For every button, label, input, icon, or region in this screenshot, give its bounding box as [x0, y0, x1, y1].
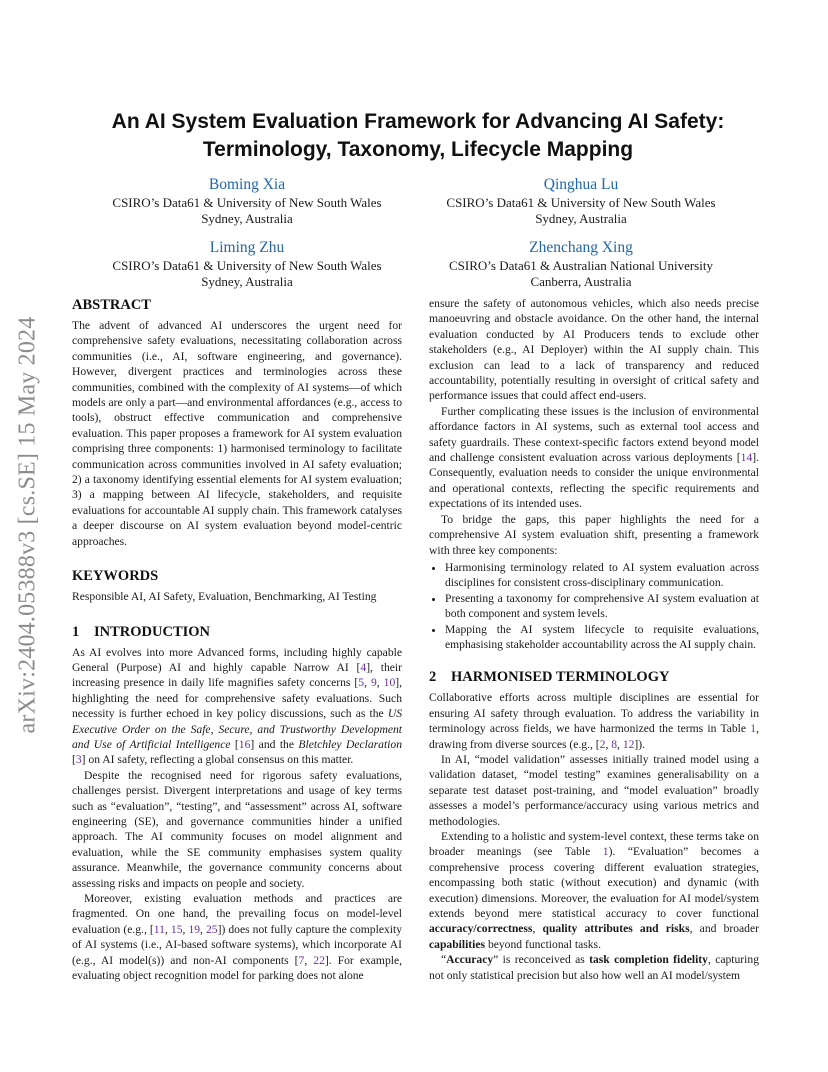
table-link[interactable]: 1 [602, 845, 609, 859]
paper-title [72, 108, 764, 164]
author-location: Sydney, Australia [535, 211, 627, 226]
author-name[interactable]: Boming Xia [208, 176, 286, 193]
arxiv-side-stamp: arXiv:2404.05388v3 [cs.SE] 15 May 2024 [14, 316, 41, 734]
right-column [429, 296, 759, 983]
abstract-heading: ABSTRACT [72, 297, 151, 313]
citation-link[interactable]: 11 [153, 922, 165, 936]
title-line-2: Terminology, Taxonomy, Lifecycle Mapping [202, 138, 634, 161]
title-line-1: An AI System Evaluation Framework for Advancing AI Safety: [111, 110, 725, 133]
author-affiliation: CSIRO’s Data61 & University of New South Wales [112, 258, 382, 273]
citation-link[interactable]: 2 [599, 737, 606, 751]
contribution-list [429, 560, 759, 652]
intro-paragraph-1: As AI evolves into more Advanced forms, including highly capable General (Purpose) AI and highly capable Narrow AI [4], their increasing presence in daily life magnifies safety concerns [5, 9, 10], highlighting the need for comprehensive safety evaluations. Such necessity is further echoed in key policy discussions, such as the US Executive Order on the Safe, Secure, and Trustworthy Development and Use of Artificial Intelligence [16] and the Bletchley Declaration [3] on AI safety, reflecting a global consensus on this matter. [72, 645, 403, 767]
citation-link[interactable]: 22 [313, 953, 325, 967]
author-affiliation: CSIRO’s Data61 & Australian National University [449, 258, 713, 273]
table-link[interactable]: 1 [750, 722, 757, 736]
terminology-paragraph-2: In AI, “model validation” assesses initially trained model using a validation dataset, “model testing” examines generalisability on a separate test dataset post-training, and “model evaluation” broadly assesses a model’s performance/accuracy using various metrics and methodologies. [429, 752, 759, 828]
section-2-heading [429, 668, 759, 686]
author-location: Canberra, Australia [530, 274, 632, 289]
terminology-paragraph-3: Extending to a holistic and system-level context, these terms take on broader meanings (see Table 1). “Evaluation” becomes a comprehensive process covering different evaluation strategies, encompassing both static (without execution) and dynamic (with execution) dimensions. Moreover, the evaluation for AI model/system extends beyond mere statistical accuracy to cover functional accuracy/correctness, quality attributes and risks, and broader capabilities beyond functional tasks. [429, 830, 759, 951]
author-affiliation: CSIRO’s Data61 & University of New South Wales [446, 195, 716, 210]
citation-link[interactable]: 16 [238, 737, 251, 751]
list-item: • Presenting a taxonomy for comprehensive AI system evaluation at both component and system levels. [445, 591, 759, 622]
author-block-2 [421, 175, 741, 227]
citation-link[interactable]: 7 [298, 953, 305, 967]
citation-link[interactable]: 4 [360, 660, 367, 674]
section-title: INTRODUCTION [94, 623, 211, 640]
policy-title: US Executive Order on the Safe, Secure, and Trustworthy Development and Use of Artificial Intelligence [72, 707, 402, 751]
keywords-text: Responsible AI, AI Safety, Evaluation, Benchmarking, AI Testing [72, 590, 377, 604]
intro-paragraph-2: Despite the recognised need for rigorous safety evaluations, challenges persist. Divergent interpretations and usage of key terms such as “evaluation”, “testing”, and “assessment” across AI, software engineering (SE), and governance communities hinder a unified approach. The AI community focuses on model alignment and evaluation, while the SE community emphasises system quality assurance. Meanwhile, the governance community concerns about assessing risks and impacts on people and society. [72, 768, 402, 890]
citation-link[interactable]: 14 [740, 451, 753, 465]
citation-link[interactable]: 5 [358, 676, 365, 690]
intro-paragraph-4: ensure the safety of autonomous vehicles, which also needs precise manoeuvring and obstacle avoidance. On the other hand, the internal evaluation conducted by AI Producers tends to exclude other stakeholders (e.g., AI Deployer) within the AI supply chain. This exclusion can lead to a lack of transparency and reduced accountability, potentially resulting in oversight of critical safety and performance issues that could affect end-users. [429, 297, 759, 403]
author-block-4 [421, 238, 741, 290]
intro-paragraph-3: Moreover, existing evaluation methods and practices are fragmented. On one hand, the prevailing focus on model-level evaluation (e.g., [11, 15, 19, 25]) does not fully capture the complexity of AI systems (i.e., AI-based software systems), which incorporate AI (e.g., AI model(s)) and non-AI components [7, 22]. For example, evaluating object recognition model for parking does not alone [72, 892, 403, 983]
terminology-paragraph-1: Collaborative efforts across multiple disciplines are essential for ensuring AI safety through evaluation. To address the variability in terminology across fields, we have harmonized the terms in Table 1, drawing from diverse sources (e.g., [2, 8, 12]). [429, 691, 759, 751]
citation-link[interactable]: 25 [205, 922, 218, 936]
citation-link[interactable]: 3 [75, 753, 82, 767]
citation-link[interactable]: 15 [170, 922, 183, 936]
citation-link[interactable]: 9 [370, 676, 377, 690]
citation-link[interactable]: 12 [622, 737, 635, 751]
left-column [72, 296, 402, 983]
section-number: 2 [429, 669, 437, 686]
keywords-heading: KEYWORDS [72, 568, 159, 585]
intro-paragraph-5: Further complicating these issues is the inclusion of environmental affordance factors in AI systems, such as external tool access and safety guardrails. These context-specific factors extend beyond model and challenge consistent evaluation across various deployments [14]. Consequently, evaluation needs to consider the unique environmental and operational contexts, reflecting the specific requirements and expectations of its intended uses. [429, 404, 759, 511]
list-item: • Mapping the AI system lifecycle to requisite evaluations, emphasising stakeholder accountability across the AI supply chain. [445, 622, 759, 653]
author-block-1 [87, 175, 407, 227]
citation-link[interactable]: 19 [188, 922, 201, 936]
author-location: Sydney, Australia [201, 211, 293, 226]
intro-paragraph-6: To bridge the gaps, this paper highlights the need for a comprehensive AI system evaluation shift, presenting a framework with three key components: [429, 512, 759, 557]
intro-heading [72, 623, 402, 641]
author-name[interactable]: Zhenchang Xing [529, 239, 633, 256]
section-number: 1 [72, 623, 80, 640]
author-block-3 [87, 238, 407, 290]
terminology-paragraph-4: “Accuracy” is reconceived as task completion fidelity, capturing not only statistical precision but also how well an AI model/system [429, 953, 759, 982]
list-item: • Harmonising terminology related to AI system evaluation across disciplines for consistent cross-disciplinary communication. [445, 560, 759, 591]
policy-title: Bletchley Declaration [298, 737, 402, 751]
section-title: HARMONISED TERMINOLOGY [451, 669, 670, 686]
author-name[interactable]: Qinghua Lu [543, 176, 619, 193]
abstract-text: The advent of advanced AI underscores the urgent need for comprehensive safety evaluations, necessitating collaboration across communities (i.e., AI, software engineering, and governance). However, divergent practices and terminologies across these communities, combined with the complexity of AI systems—of which models are only a part—and environmental affordances (e.g., access to tools), obstruct effective communication and comprehensive evaluation. This paper proposes a framework for AI system evaluation comprising three components: 1) harmonised terminology to facilitate communication across communities involved in AI safety evaluation; 2) a taxonomy identifying essential elements for AI system evaluation; 3) a mapping between AI lifecycle, stakeholders, and requisite evaluations for accountable AI supply chain. This framework catalyses a deeper discourse on AI system evaluation beyond model-centric approaches. [72, 319, 402, 548]
author-location: Sydney, Australia [201, 274, 293, 289]
citation-link[interactable]: 10 [383, 676, 396, 690]
author-affiliation: CSIRO’s Data61 & University of New South Wales [112, 195, 382, 210]
author-name[interactable]: Liming Zhu [209, 239, 285, 256]
citation-link[interactable]: 8 [611, 737, 618, 751]
